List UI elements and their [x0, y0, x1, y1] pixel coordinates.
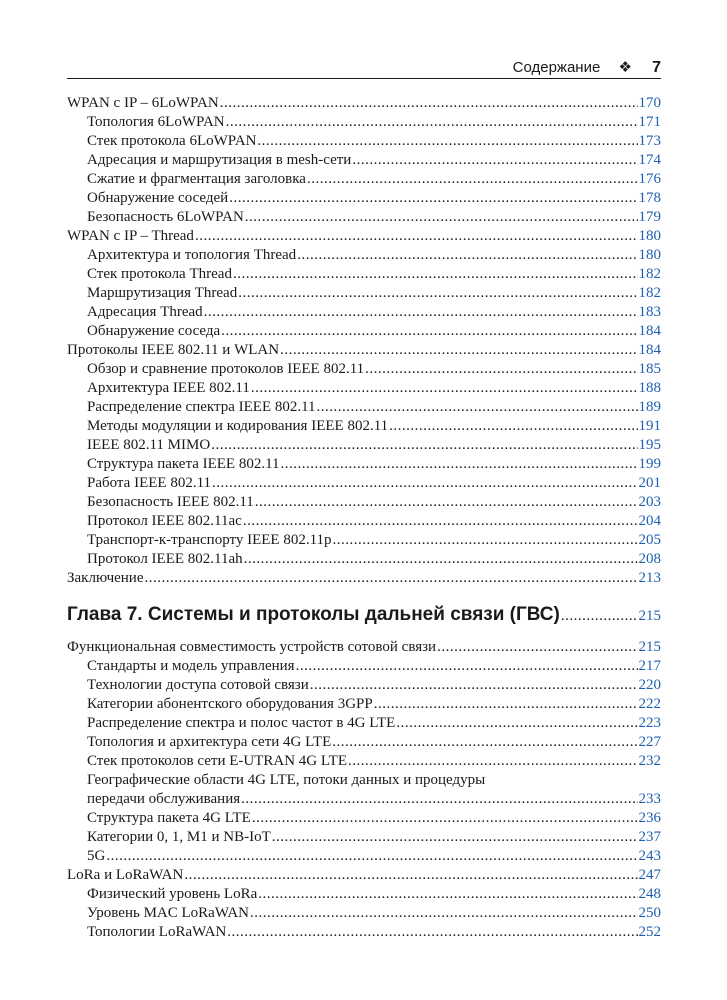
toc-entry-multiline-second[interactable]	[67, 790, 661, 809]
toc-entry-page[interactable]: 252	[638, 924, 661, 940]
toc-entry-title: Обнаружение соседа	[87, 323, 221, 339]
dot-leader	[211, 436, 637, 455]
toc-entry[interactable]	[67, 474, 661, 493]
header-text	[513, 58, 661, 77]
dot-leader	[184, 866, 637, 885]
toc-entry-title: Протокол IEEE 802.11ac	[87, 513, 242, 529]
chapter-heading[interactable]	[67, 604, 661, 638]
dot-leader	[333, 531, 638, 550]
toc-entry-title: Структура пакета 4G LTE	[87, 810, 251, 826]
toc-entry[interactable]	[67, 550, 661, 569]
toc-group-3	[67, 809, 661, 942]
toc-entry[interactable]	[67, 303, 661, 322]
dot-leader	[310, 676, 638, 695]
toc-entry-title: Адресация Thread	[87, 304, 203, 320]
dot-leader	[243, 512, 638, 531]
toc-entry-page[interactable]: 232	[638, 753, 661, 769]
dot-leader	[241, 790, 637, 809]
dot-leader	[258, 885, 637, 904]
toc-entry-page[interactable]: 213	[638, 570, 661, 586]
dot-leader	[437, 638, 637, 657]
dot-leader	[365, 360, 637, 379]
toc-entry-page[interactable]: 236	[638, 810, 661, 826]
header-title: Содержание	[512, 59, 601, 76]
toc-entry-page[interactable]: 180	[638, 247, 661, 263]
dot-leader	[195, 227, 638, 246]
toc-entry-page[interactable]: 227	[638, 734, 661, 750]
toc-entry-title: Транспорт-к-транспорту IEEE 802.11p	[87, 532, 332, 548]
toc-entry[interactable]	[67, 676, 661, 695]
toc-entry-page[interactable]: 188	[638, 380, 661, 396]
toc-entry[interactable]	[67, 132, 661, 151]
toc-entry-title: Технологии доступа сотовой связи	[87, 677, 309, 693]
dot-leader	[352, 151, 637, 170]
toc-entry-page[interactable]: 183	[638, 304, 661, 320]
toc-entry[interactable]	[67, 904, 661, 923]
toc-entry[interactable]	[67, 208, 661, 227]
dot-leader	[229, 189, 637, 208]
toc-entry-title: Стек протоколов сети E-UTRAN 4G LTE	[87, 753, 347, 769]
toc-entry-title: Адресация и маршрутизация в mesh-сети	[87, 152, 352, 168]
toc-entry-page[interactable]: 184	[638, 323, 661, 339]
dot-leader	[145, 569, 638, 588]
toc-entry-page[interactable]: 184	[638, 342, 661, 358]
toc-entry[interactable]	[67, 322, 661, 341]
toc-entry[interactable]	[67, 638, 661, 657]
toc-entry-title: Топология 6LoWPAN	[87, 114, 225, 130]
toc-entry-title: Обнаружение соседей	[87, 190, 229, 206]
dot-leader	[297, 246, 637, 265]
toc-entry[interactable]	[67, 531, 661, 550]
dot-leader	[281, 455, 638, 474]
toc-entry[interactable]	[67, 733, 661, 752]
toc-entry-page[interactable]: 203	[638, 494, 661, 510]
dot-leader	[252, 809, 638, 828]
toc-entry-page[interactable]: 205	[638, 532, 661, 548]
toc-entry[interactable]	[67, 436, 661, 455]
toc-entry-title: передачи обслуживания	[87, 791, 241, 807]
dot-leader	[348, 752, 638, 771]
toc-entry-title: Физический уровень LoRa	[87, 886, 258, 902]
toc-entry-title: Архитектура IEEE 802.11	[87, 380, 250, 396]
dot-leader	[244, 550, 638, 569]
toc-entry-title: 5G	[87, 848, 106, 864]
toc-entry-title: Архитектура и топология Thread	[87, 247, 297, 263]
toc-entry-page[interactable]: 176	[638, 171, 661, 187]
toc-entry-page[interactable]: 189	[638, 399, 661, 415]
toc-entry-title: Заключение	[67, 570, 144, 586]
toc-entry[interactable]	[67, 493, 661, 512]
toc-entry-page[interactable]: 233	[638, 791, 661, 807]
dot-leader	[561, 608, 638, 625]
toc-entry-title: Безопасность 6LoWPAN	[87, 209, 244, 225]
table-of-contents	[67, 94, 661, 942]
toc-entry-title: Топология и архитектура сети 4G LTE	[87, 734, 332, 750]
toc-entry[interactable]	[67, 866, 661, 885]
toc-entry[interactable]	[67, 714, 661, 733]
toc-entry[interactable]	[67, 227, 661, 246]
toc-entry[interactable]	[67, 569, 661, 588]
toc-entry[interactable]	[67, 455, 661, 474]
dot-leader	[255, 493, 638, 512]
header-ornament-icon: ❖	[618, 59, 632, 76]
dot-leader	[220, 94, 638, 113]
toc-entry-page[interactable]: 223	[638, 715, 661, 731]
toc-entry[interactable]	[67, 113, 661, 132]
dot-leader	[296, 657, 638, 676]
toc-entry[interactable]	[67, 341, 661, 360]
page-number: 7	[652, 59, 661, 76]
toc-entry-page[interactable]: 217	[638, 658, 661, 674]
toc-entry-title: Маршрутизация Thread	[87, 285, 238, 301]
toc-entry-page[interactable]: 179	[638, 209, 661, 225]
toc-entry[interactable]	[67, 657, 661, 676]
dot-leader	[238, 284, 637, 303]
toc-entry-title: Стек протокола Thread	[87, 266, 232, 282]
toc-entry-page[interactable]: 185	[638, 361, 661, 377]
dot-leader	[389, 417, 637, 436]
toc-entry-page[interactable]: 208	[638, 551, 661, 567]
running-header	[67, 58, 661, 79]
toc-entry-page[interactable]: 250	[638, 905, 661, 921]
toc-entry-title: Работа IEEE 802.11	[87, 475, 212, 491]
toc-entry-title: WPAN с IP – 6LoWPAN	[67, 95, 219, 111]
toc-entry[interactable]	[67, 151, 661, 170]
toc-entry-title: Распределение спектра IEEE 802.11	[87, 399, 316, 415]
dot-leader	[332, 733, 637, 752]
dot-leader	[226, 113, 638, 132]
toc-entry-title: Безопасность IEEE 802.11	[87, 494, 254, 510]
toc-entry-page[interactable]: 170	[638, 95, 661, 111]
toc-entry-title: Распределение спектра и полос частот в 4G LTE	[87, 715, 396, 731]
toc-entry[interactable]	[67, 170, 661, 189]
toc-entry-multiline-first[interactable]	[67, 771, 661, 790]
toc-entry[interactable]	[67, 379, 661, 398]
dot-leader	[204, 303, 638, 322]
toc-group-1	[67, 94, 661, 588]
toc-entry-title: Протокол IEEE 802.11ah	[87, 551, 243, 567]
toc-entry-page[interactable]: 171	[638, 114, 661, 130]
toc-entry-page[interactable]: 174	[638, 152, 661, 168]
dot-leader	[221, 322, 637, 341]
toc-entry-page[interactable]: 182	[638, 266, 661, 282]
toc-entry-title: IEEE 802.11 MIMO	[87, 437, 211, 453]
toc-entry-page[interactable]: 195	[638, 437, 661, 453]
toc-entry[interactable]	[67, 398, 661, 417]
toc-entry[interactable]	[67, 417, 661, 436]
toc-entry[interactable]	[67, 809, 661, 828]
toc-entry-title: Географические области 4G LTE, потоки данных и процедуры	[87, 772, 486, 788]
toc-entry[interactable]	[67, 360, 661, 379]
toc-entry-title: Топологии LoRaWAN	[87, 924, 227, 940]
toc-entry[interactable]	[67, 246, 661, 265]
toc-entry-page[interactable]: 199	[638, 456, 661, 472]
toc-entry[interactable]	[67, 828, 661, 847]
dot-leader	[317, 398, 638, 417]
dot-leader	[106, 847, 637, 866]
dot-leader	[250, 904, 638, 923]
toc-entry-title: Категории 0, 1, M1 и NB-IoT	[87, 829, 271, 845]
toc-entry[interactable]	[67, 923, 661, 942]
toc-entry-title: Стандарты и модель управления	[87, 658, 295, 674]
toc-entry-page[interactable]: 248	[638, 886, 661, 902]
toc-entry-title: Обзор и сравнение протоколов IEEE 802.11	[87, 361, 365, 377]
toc-entry-page[interactable]: 191	[638, 418, 661, 434]
toc-entry-title: Структура пакета IEEE 802.11	[87, 456, 280, 472]
toc-entry-title: Методы модуляции и кодирования IEEE 802.11	[87, 418, 389, 434]
toc-entry-page[interactable]: 204	[638, 513, 661, 529]
dot-leader	[396, 714, 637, 733]
toc-entry-page[interactable]: 182	[638, 285, 661, 301]
toc-entry[interactable]	[67, 265, 661, 284]
toc-entry[interactable]	[67, 284, 661, 303]
dot-leader	[307, 170, 638, 189]
toc-entry[interactable]	[67, 695, 661, 714]
dot-leader	[272, 828, 638, 847]
toc-entry-title: Протоколы IEEE 802.11 и WLAN	[67, 342, 280, 358]
toc-group-2	[67, 638, 661, 771]
toc-entry-page[interactable]: 180	[638, 228, 661, 244]
toc-entry-page[interactable]: 247	[638, 867, 661, 883]
toc-entry-page[interactable]: 243	[638, 848, 661, 864]
toc-entry-page[interactable]: 173	[638, 133, 661, 149]
toc-entry[interactable]	[67, 94, 661, 113]
dot-leader	[251, 379, 638, 398]
toc-entry[interactable]	[67, 885, 661, 904]
toc-entry-page[interactable]: 201	[638, 475, 661, 491]
toc-entry-page[interactable]: 237	[638, 829, 661, 845]
toc-entry[interactable]	[67, 752, 661, 771]
toc-entry-page[interactable]: 220	[638, 677, 661, 693]
dot-leader	[374, 695, 638, 714]
chapter-page[interactable]: 215	[638, 608, 661, 624]
toc-entry-page[interactable]: 222	[638, 696, 661, 712]
dot-leader	[227, 923, 637, 942]
toc-entry-page[interactable]: 178	[638, 190, 661, 206]
toc-entry-title: Уровень MAC LoRaWAN	[87, 905, 249, 921]
toc-entry-title: Стек протокола 6LoWPAN	[87, 133, 257, 149]
toc-entry-page[interactable]: 215	[638, 639, 661, 655]
toc-entry-title: LoRa и LoRaWAN	[67, 867, 184, 883]
toc-entry-title: Категории абонентского оборудования 3GPP	[87, 696, 373, 712]
dot-leader	[233, 265, 638, 284]
dot-leader	[212, 474, 637, 493]
toc-entry-title: Функциональная совместимость устройств сотовой связи	[67, 639, 437, 655]
toc-entry[interactable]	[67, 847, 661, 866]
dot-leader	[245, 208, 638, 227]
chapter-title: Глава 7. Системы и протоколы дальней связи (ГВС)	[67, 604, 560, 625]
dot-leader	[257, 132, 637, 151]
dot-leader	[280, 341, 637, 360]
toc-entry[interactable]	[67, 189, 661, 208]
toc-entry-title: Сжатие и фрагментация заголовка	[87, 171, 306, 187]
toc-entry-title: WPAN с IP – Thread	[67, 228, 194, 244]
toc-entry[interactable]	[67, 512, 661, 531]
